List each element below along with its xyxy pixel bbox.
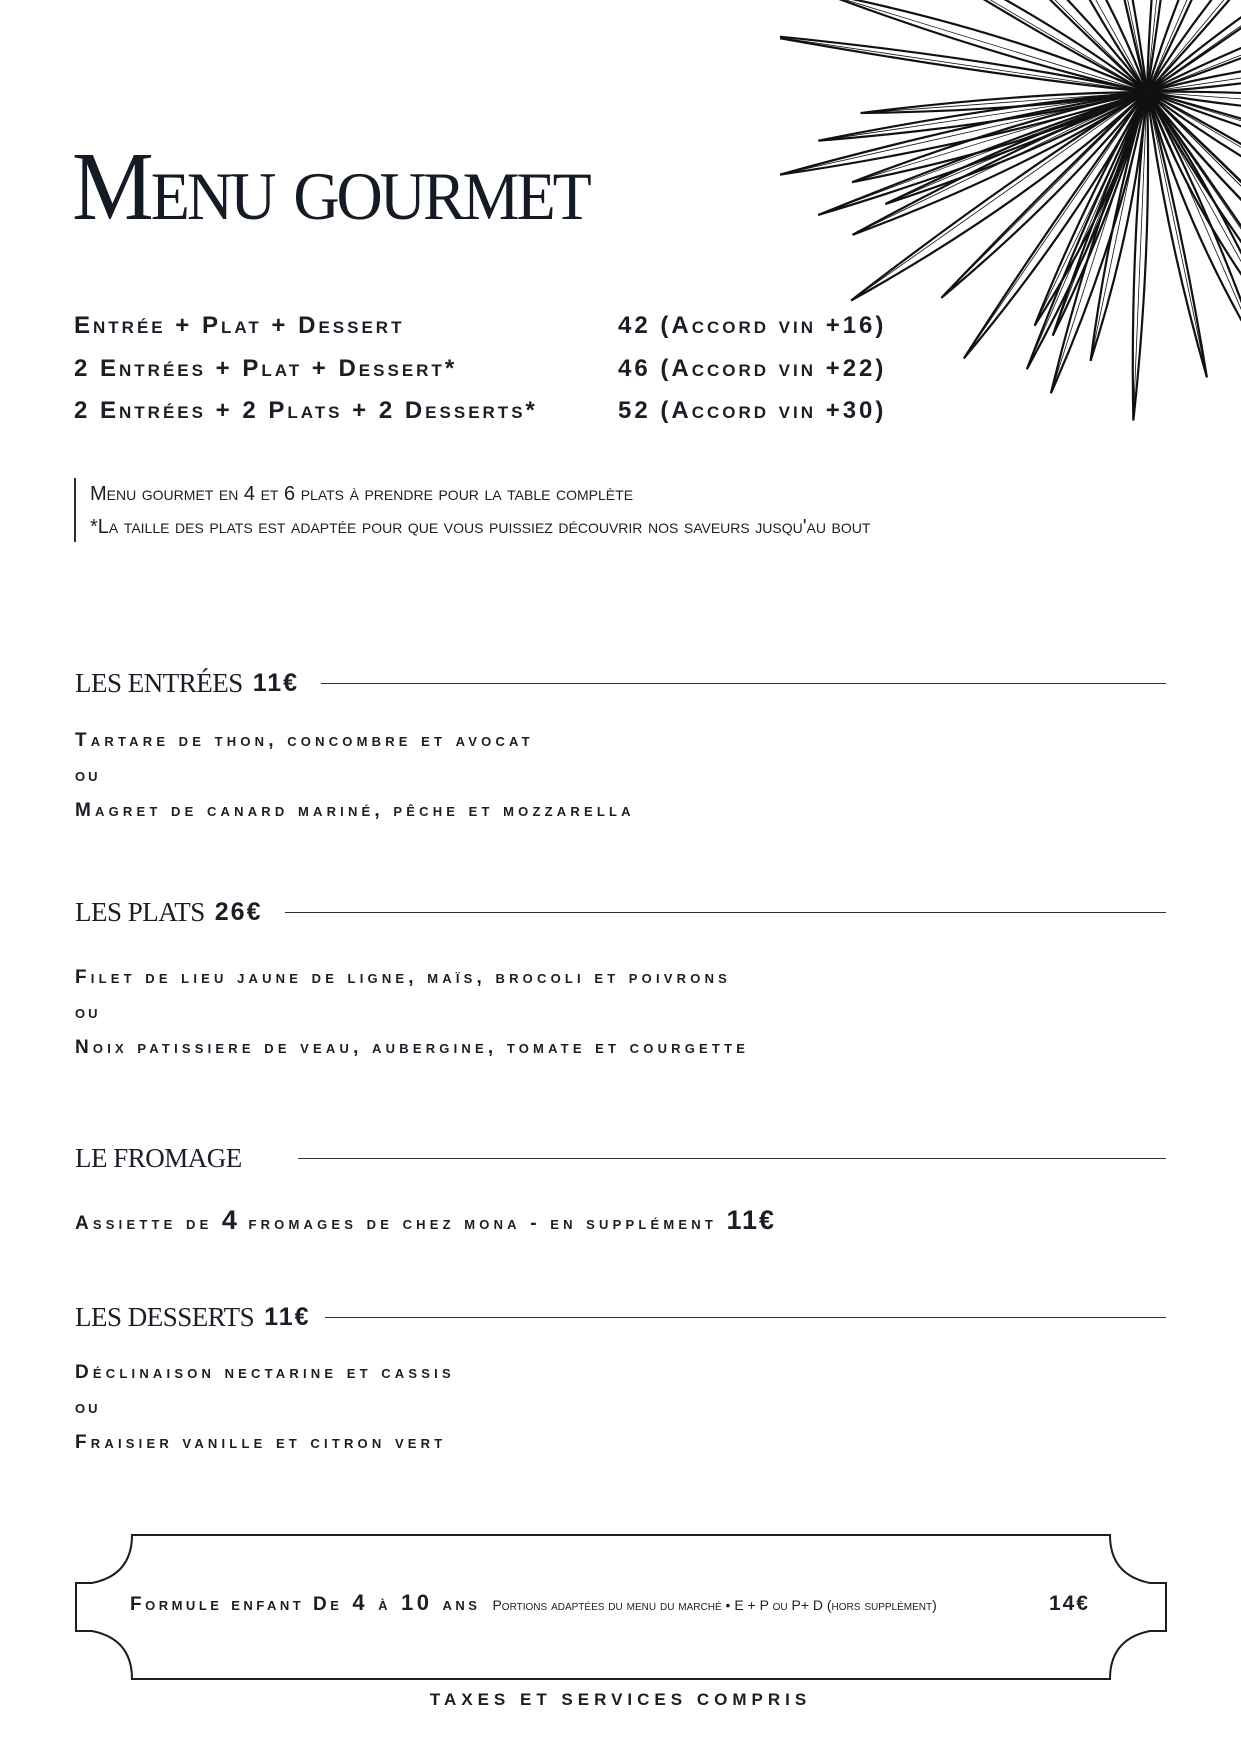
kids-menu-label: Formule enfant De (130, 1594, 343, 1615)
section-price: 11€ (264, 1302, 311, 1331)
formula-price: 46 (Accord vin +22) (618, 355, 887, 382)
section-price: 26€ (214, 897, 263, 926)
note-line: *La taille des plats est adaptée pour que vous puissiez découvrir nos saveurs jusqu'au bout (90, 516, 871, 538)
section-title: LES PLATS (75, 896, 205, 927)
dish-item: Filet de lieu jaune de ligne, maïs, brocoli et poivrons (75, 967, 732, 988)
formula-label: 2 Entrées + 2 Plats + 2 Desserts* (74, 397, 538, 424)
formula-3 (74, 397, 887, 425)
footer-note: TAXES ET SERVICES COMPRIS (429, 1690, 812, 1709)
dish-price: 11€ (726, 1205, 777, 1235)
section-header-plats (75, 895, 1166, 929)
dish-item-fromage (75, 1205, 776, 1236)
kids-menu-label: à (378, 1594, 392, 1615)
or-separator: ou (75, 765, 101, 785)
kids-menu-detail: Portions adaptées du menu du marché • E + P ou P+ D (hors supplément) (492, 1597, 937, 1613)
kids-age-min: 4 (352, 1590, 369, 1615)
section-price: 11€ (252, 668, 300, 697)
or-separator: ou (75, 1397, 101, 1417)
section-title: LES ENTRÉES (75, 667, 243, 698)
divider (285, 912, 1167, 913)
kids-age-max: 10 (401, 1590, 433, 1615)
formula-label: 2 Entrées + Plat + Dessert* (74, 355, 458, 382)
section-header-fromage (75, 1141, 1166, 1175)
kids-menu-label: ans (442, 1594, 481, 1615)
divider (298, 1158, 1166, 1159)
note-line: Menu gourmet en 4 et 6 plats à prendre pour la table complète (90, 483, 634, 505)
dish-item: Déclinaison nectarine et cassis (75, 1362, 455, 1383)
dish-text: fromages de chez mona - en supplément (248, 1213, 718, 1234)
formula-price: 52 (Accord vin +30) (618, 397, 887, 424)
palm-leaf-icon (780, 0, 1241, 500)
section-title: LES DESSERTS (75, 1301, 255, 1332)
kids-menu-price: 14€ (1048, 1592, 1090, 1615)
dish-item: Magret de canard mariné, pêche et mozzarella (75, 800, 635, 821)
divider (325, 1317, 1166, 1318)
formula-2 (74, 355, 887, 383)
section-header-desserts (75, 1300, 1166, 1334)
divider (321, 683, 1166, 684)
menu-note (74, 478, 870, 542)
dish-item: Fraisier vanille et citron vert (75, 1432, 447, 1453)
section-header-entrees (75, 666, 1166, 700)
dish-number: 4 (221, 1205, 239, 1235)
dish-item: Noix patissiere de veau, aubergine, tomate et courgette (75, 1037, 750, 1058)
dish-text: Assiette de (75, 1213, 213, 1234)
kids-menu (130, 1590, 1090, 1624)
section-title: LE FROMAGE (75, 1142, 242, 1173)
page-title: Menu gourmet (72, 131, 589, 241)
or-separator: ou (75, 1002, 101, 1022)
formula-1 (74, 312, 887, 340)
formula-label: Entrée + Plat + Dessert (74, 312, 405, 339)
formula-price: 42 (Accord vin +16) (618, 312, 887, 339)
dish-item: Tartare de thon, concombre et avocat (75, 730, 534, 751)
